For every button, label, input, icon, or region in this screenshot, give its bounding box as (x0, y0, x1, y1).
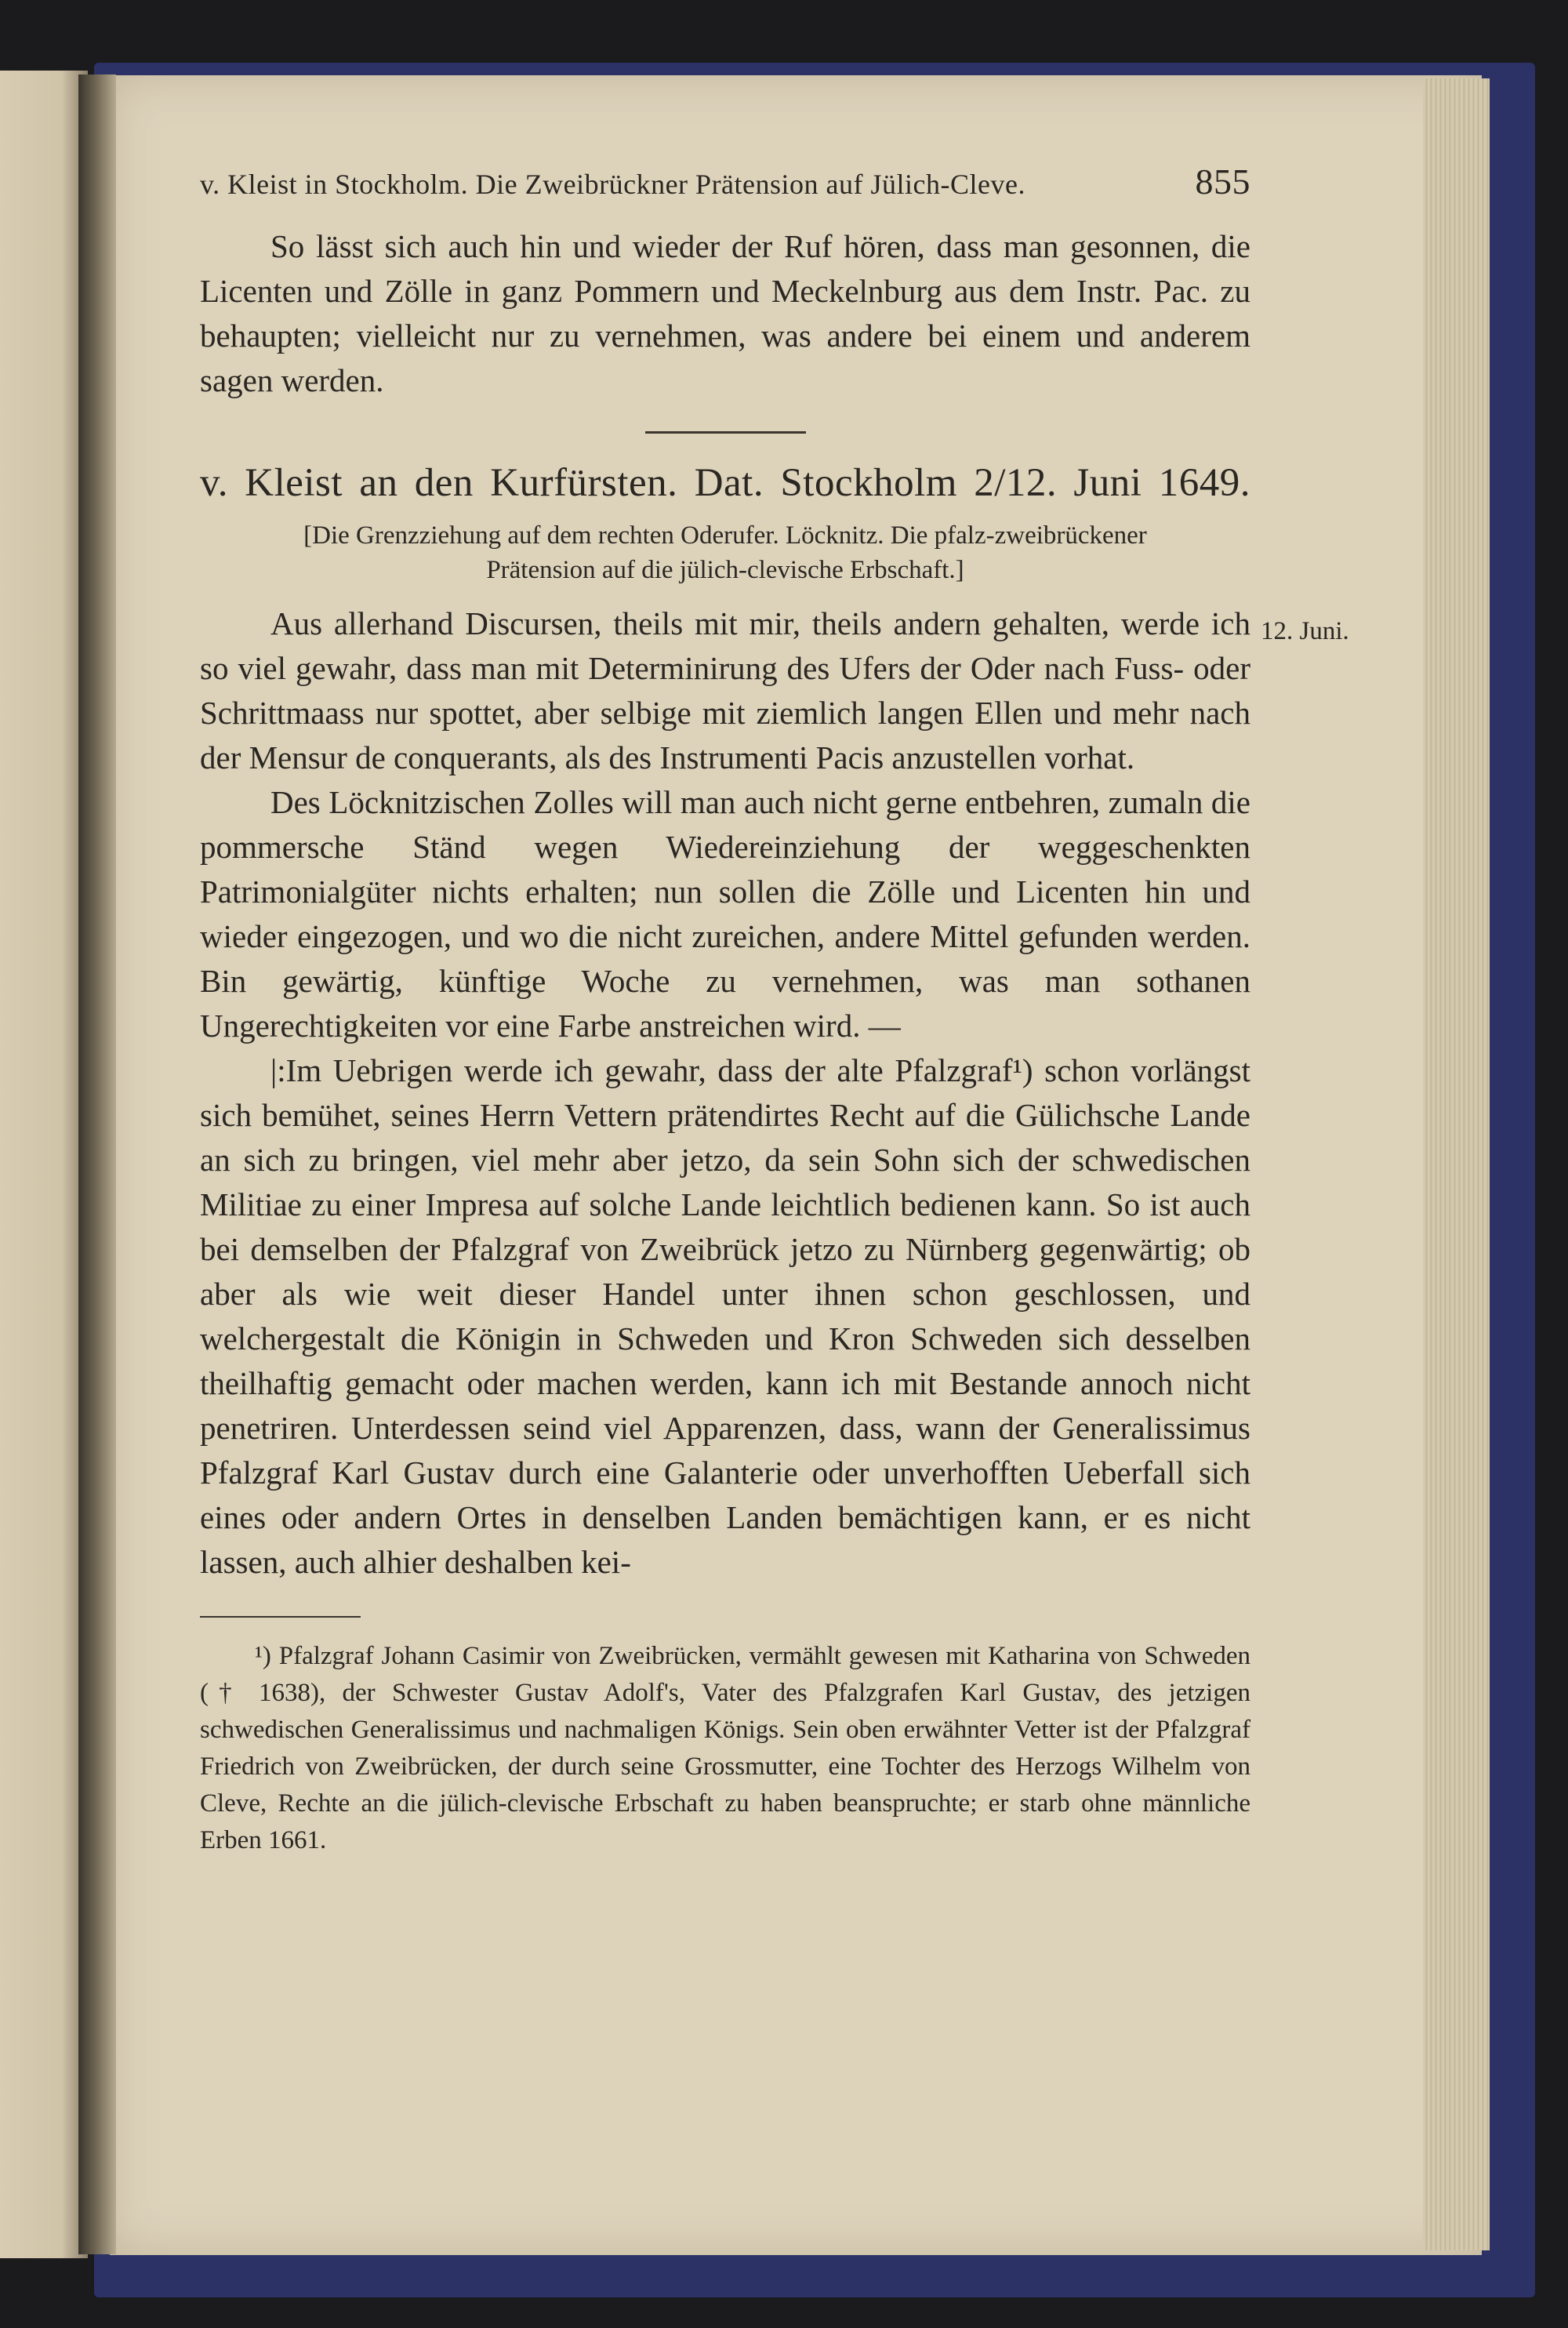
section-divider (645, 431, 806, 434)
letter-paragraph-2: Des Löcknitzischen Zolles will man auch nicht gerne entbehren, zumaln die pommersche Ständ wegen Wiedereinziehung der weggeschenkten Patrimonialgüter nichts erhalten; nun sollen die Zölle und Licenten hin und wieder eingezogen, und wo die nicht zureichen, andere Mittel gefunden werden. Bin gewärtig, künftige Woche zu vernehmen, was man sothanen Ungerechtigkeiten vor eine Farbe anstreichen wird. — (200, 784, 1250, 1044)
left-page-edge (0, 71, 88, 2258)
letter-paragraph-3: |:Im Uebrigen werde ich gewahr, dass der alte Pfalzgraf¹) schon vorlängst sich bemühet, seines Herrn Vettern prätendirtes Recht auf die Gülichsche Lande an sich zu bringen, viel mehr aber jetzo, da sein Sohn sich der schwedischen Militiae zu einer Impresa auf solche Lande leichtlich bedienen kann. So ist auch bei demselben der Pfalzgraf von Zweibrück jetzo zu Nürnberg gegenwärtig; ob aber als wie weit dieser Handel unter ihnen schon geschlossen, und welchergestalt die Königin in Schweden und Kron Schweden sich desselben theilhaftig gemacht oder machen werden, kann ich mit Bestande annoch nicht penetriren. Unterdessen seind viel Apparenzen, dass, wann der Generalissimus Pfalzgraf Karl Gustav durch eine Galanterie oder unverhofften Ueberfall sich eines oder andern Ortes in denselben Landen bemächtigen kann, er es nicht lassen, auch alhier deshalben kei- (200, 1052, 1250, 1580)
book-gutter (78, 74, 116, 2254)
running-head (200, 161, 1250, 202)
page-content (200, 161, 1250, 1859)
letter-body (200, 601, 1250, 1585)
footnote: ¹) Pfalzgraf Johann Casimir von Zweibrücken, vermählt gewesen mit Katharina von Schweden († 1638), der Schwester Gustav Adolf's, Vater des Pfalzgrafen Karl Gustav, des jetzigen schwedischen Generalissimus und nachmaligen Königs. Sein oben erwähnter Vetter ist der Pfalzgraf Friedrich von Zweibrücken, der durch seine Grossmutter, eine Tochter des Herzogs Wilhelm von Cleve, Rechte an die jülich-clevische Erbschaft zu haben beanspruchte; er starb ohne männliche Erben 1661. (200, 1642, 1250, 1854)
running-head-title: v. Kleist in Stockholm. Die Zweibrückner Prätension auf Jülich-Cleve. (200, 169, 1025, 200)
letter-title: v. Kleist an den Kurfürsten. Dat. Stockholm 2/12. Juni 1649. (200, 461, 1250, 505)
summary-line-2: Prätension auf die jülich-clevische Erbschaft.] (486, 556, 964, 584)
summary-line-1: [Die Grenzziehung auf dem rechten Oderufer. Löcknitz. Die pfalz-zweibrückener (303, 521, 1147, 550)
intro-paragraph: So lässt sich auch hin und wieder der Ruf hören, dass man gesonnen, die Licenten und Zölle in ganz Pommern und Meckelnburg aus dem Instr. Pac. zu behaupten; vielleicht nur zu vernehmen, was andere bei einem und anderem sagen werden. (200, 228, 1250, 398)
letter-paragraph-1: Aus allerhand Discursen, theils mit mir, theils andern gehalten, werde ich so viel gewahr, dass man mit Determinirung des Ufers der Oder nach Fuss- oder Schrittmaass nur spottet, aber selbige mit ziemlich langen Ellen und mehr nach der Mensur de conquerants, als des Instrumenti Pacis anzustellen vorhat. (200, 605, 1250, 775)
footnote-divider (200, 1616, 361, 1618)
letter-summary (200, 518, 1250, 587)
page-stack-edges (1423, 78, 1490, 2250)
page-number: 855 (1195, 162, 1250, 202)
margin-date-note: 12. Juni. (1261, 617, 1349, 645)
